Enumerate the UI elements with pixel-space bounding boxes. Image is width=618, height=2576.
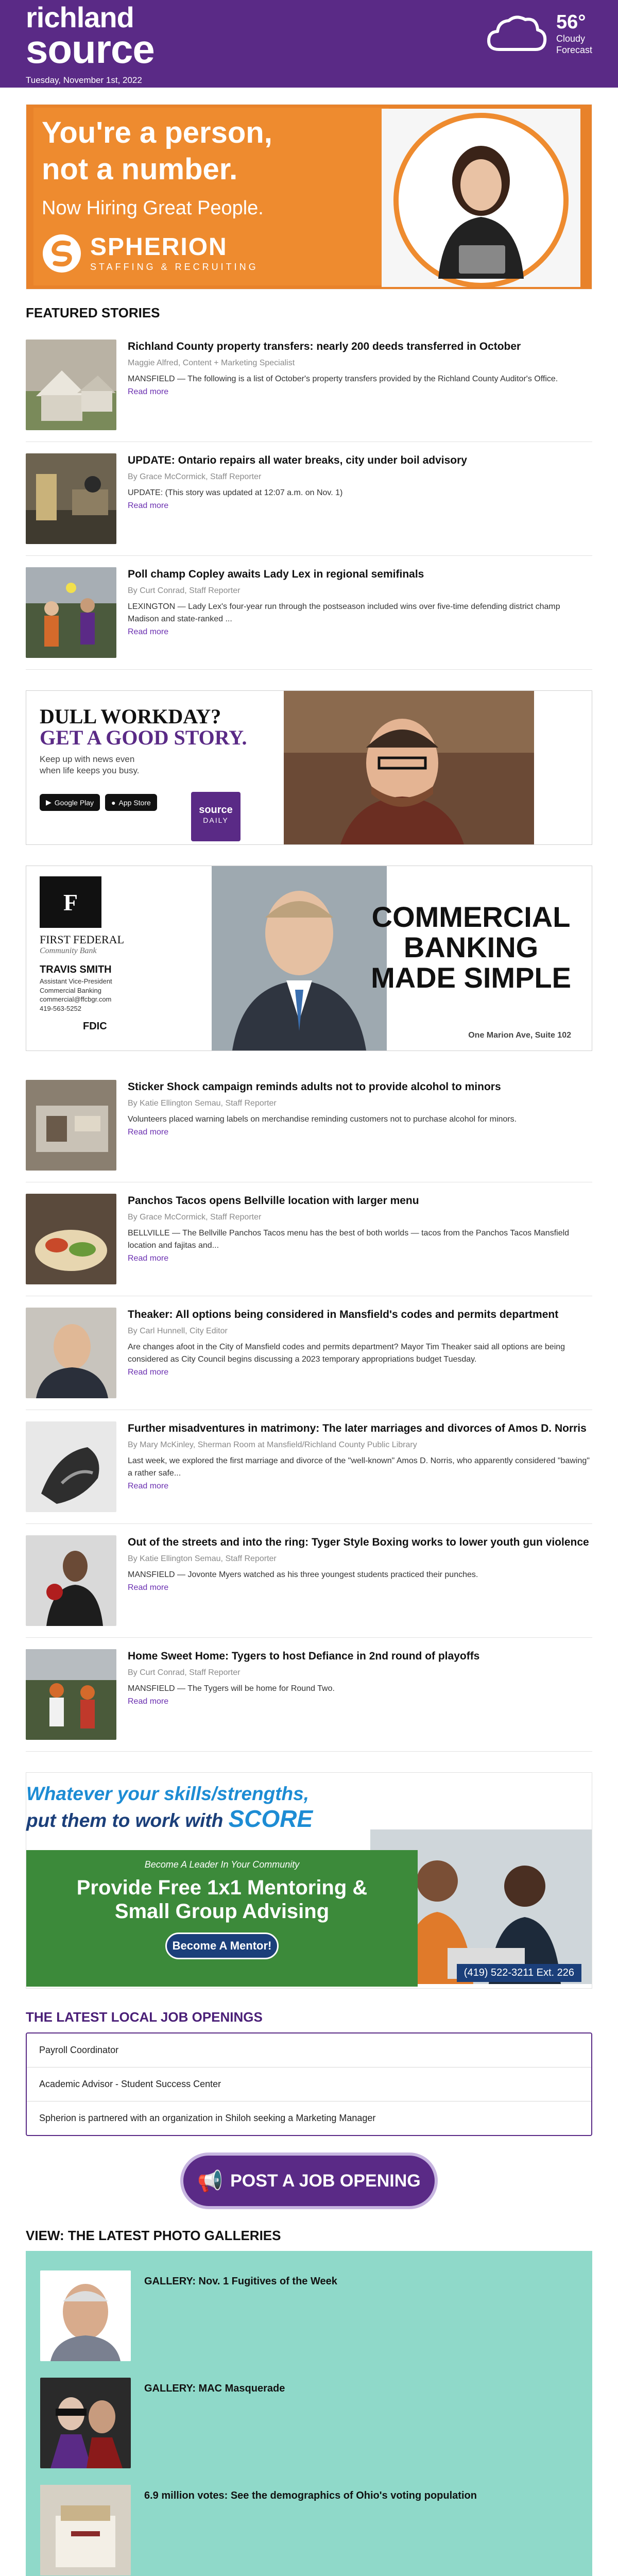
story-thumbnail[interactable]	[26, 1535, 116, 1626]
story-item[interactable]	[26, 1069, 592, 1182]
story-title[interactable]: Poll champ Copley awaits Lady Lex in regional semifinals	[128, 568, 424, 580]
story-title[interactable]: Out of the streets and into the ring: Tyger Style Boxing works to lower youth gun violence	[128, 1536, 589, 1548]
jobs-heading: THE LATEST LOCAL JOB OPENINGS	[26, 2009, 263, 2025]
bank-name: FIRST FEDERAL	[40, 933, 125, 946]
story-list	[26, 1069, 592, 1752]
story-byline: By Grace McCormick, Staff Reporter	[128, 472, 262, 482]
gallery-thumbnail[interactable]	[40, 2270, 131, 2361]
story-excerpt: Volunteers placed warning labels on merchandise reminding customers not to purchase alcohol for minors.	[128, 1115, 517, 1124]
ad2-sub-1: Keep up with news even	[40, 754, 135, 764]
story-title[interactable]: Home Sweet Home: Tygers to host Defiance in 2nd round of playoffs	[128, 1650, 480, 1662]
post-job-label: POST A JOB OPENING	[230, 2171, 421, 2191]
story-thumbnail[interactable]	[26, 340, 116, 430]
story-byline: Maggie Alfred, Content + Marketing Specialist	[128, 359, 295, 368]
story-item[interactable]	[26, 1524, 592, 1638]
story-byline: By Curt Conrad, Staff Reporter	[128, 586, 241, 596]
story-byline: By Katie Ellington Semau, Staff Reporter	[128, 1554, 277, 1564]
story-item[interactable]	[26, 1182, 592, 1296]
ad3-photo	[212, 866, 387, 1050]
story-excerpt: LEXINGTON — Lady Lex's four-year run through the postseason included wins over five-time defending district champ Madison and state-ranked ...	[128, 602, 560, 624]
weather-widget[interactable]	[486, 11, 592, 56]
badge-line-1: source	[199, 804, 233, 816]
story-byline: By Grace McCormick, Staff Reporter	[128, 1213, 262, 1222]
story-byline: By Mary McKinley, Sherman Room at Mansfield/Richland County Public Library	[128, 1440, 417, 1450]
gallery-title[interactable]: 6.9 million votes: See the demographics of Ohio's voting population	[144, 2490, 477, 2501]
site-header	[0, 0, 618, 88]
ad-headline-1: You're a person,	[42, 116, 272, 149]
gallery-thumbnail[interactable]	[40, 2378, 131, 2468]
story-thumbnail[interactable]	[26, 1421, 116, 1512]
ad4-line-2	[26, 1805, 313, 1833]
badge-line-2: DAILY	[203, 816, 229, 824]
story-excerpt: Last week, we explored the first marriage and divorce of the "well-known" Amos D. Norris, who apparently considered "bawing" a rather safe...	[128, 1456, 590, 1478]
ad-photo	[382, 109, 580, 287]
story-title[interactable]: Further misadventures in matrimony: The later marriages and divorces of Amos D. Norris	[128, 1422, 587, 1434]
contact-name: TRAVIS SMITH	[40, 964, 112, 975]
galleries-list	[26, 2251, 592, 2576]
google-play-badge[interactable]	[40, 794, 100, 811]
google-play-label: Google Play	[54, 798, 94, 807]
megaphone-icon: 📢	[197, 2170, 224, 2193]
logo-line-2: source	[26, 26, 154, 72]
story-byline: By Katie Ellington Semau, Staff Reporter	[128, 1099, 277, 1108]
ad3-tagline-2: BANKING	[403, 930, 539, 963]
source-daily-ad[interactable]	[26, 690, 592, 845]
post-job-button[interactable]	[180, 2153, 438, 2209]
spherion-logo-icon	[42, 233, 82, 274]
spherion-brand: SPHERION	[90, 233, 228, 261]
read-more-link[interactable]: Read more	[128, 501, 169, 511]
gallery-item[interactable]	[40, 2369, 578, 2477]
story-title[interactable]: Panchos Tacos opens Bellville location with larger menu	[128, 1195, 419, 1207]
read-more-link[interactable]: Read more	[128, 1482, 169, 1491]
story-excerpt: MANSFIELD — The Tygers will be home for Round Two.	[128, 1684, 335, 1693]
story-byline: By Curt Conrad, Staff Reporter	[128, 1668, 241, 1677]
read-more-link[interactable]: Read more	[128, 1697, 169, 1706]
story-thumbnail[interactable]	[26, 567, 116, 658]
job-item[interactable]: Payroll Coordinator	[27, 2033, 591, 2067]
story-excerpt: Are changes afoot in the City of Mansfield codes and permits department? Mayor Tim Theaker said all options are being considered as City Council begins discussing a 2023 temporary appropriations budget Tuesday.	[128, 1343, 565, 1364]
story-byline: By Carl Hunnell, City Editor	[128, 1327, 228, 1336]
ad3-tagline-3: MADE SIMPLE	[371, 961, 571, 994]
gallery-title[interactable]: GALLERY: MAC Masquerade	[144, 2383, 285, 2394]
ad2-line-2: GET A GOOD STORY.	[40, 726, 247, 749]
read-more-link[interactable]: Read more	[128, 1368, 169, 1377]
read-more-link[interactable]: Read more	[128, 628, 169, 637]
story-item[interactable]	[26, 328, 592, 442]
story-item[interactable]	[26, 442, 592, 556]
gallery-title[interactable]: GALLERY: Nov. 1 Fugitives of the Week	[144, 2276, 337, 2287]
ad4-ribbon: Become A Leader In Your Community	[144, 1859, 300, 1870]
ad3-address: One Marion Ave, Suite 102	[468, 1031, 571, 1040]
read-more-link[interactable]: Read more	[128, 387, 169, 397]
story-title[interactable]: UPDATE: Ontario repairs all water breaks, city under boil advisory	[128, 454, 467, 466]
story-thumbnail[interactable]	[26, 1308, 116, 1398]
become-mentor-button[interactable]: Become A Mentor!	[165, 1933, 279, 1959]
story-item[interactable]	[26, 1638, 592, 1752]
story-excerpt: UPDATE: (This story was updated at 12:07 a.m. on Nov. 1)	[128, 488, 343, 498]
story-item[interactable]	[26, 1296, 592, 1410]
story-title[interactable]: Sticker Shock campaign reminds adults not to provide alcohol to minors	[128, 1081, 501, 1093]
story-excerpt: MANSFIELD — The following is a list of October's property transfers provided by the Richland County Auditor's Office.	[128, 375, 558, 384]
weather-forecast-label: Forecast	[556, 44, 592, 55]
ad2-photo	[284, 691, 534, 844]
featured-list	[26, 328, 592, 670]
gallery-item[interactable]	[40, 2477, 578, 2576]
spherion-ad[interactable]	[26, 104, 592, 290]
story-thumbnail[interactable]	[26, 1649, 116, 1740]
contact-role: Assistant Vice-President	[40, 977, 112, 985]
first-federal-ad[interactable]	[26, 866, 592, 1051]
story-excerpt: MANSFIELD — Jovonte Myers watched as his three youngest students practiced their punches.	[128, 1570, 478, 1580]
story-title[interactable]: Richland County property transfers: nearly 200 deeds transferred in October	[128, 341, 521, 352]
logo-line-1: richland	[26, 1, 134, 33]
job-item[interactable]: Academic Advisor - Student Success Center	[27, 2067, 591, 2102]
ad3-tagline-1: COMMERCIAL	[371, 901, 571, 933]
ad-headline-2: not a number.	[42, 152, 238, 186]
ad-subheadline: Now Hiring Great People.	[42, 197, 264, 219]
ad4-big-2: Small Group Advising	[114, 1900, 330, 1923]
ad2-sub-2: when life keeps you busy.	[40, 766, 140, 776]
contact-dept: Commercial Banking	[40, 986, 101, 994]
spherion-brand-sub: STAFFING & RECRUITING	[90, 261, 259, 272]
story-item[interactable]	[26, 1410, 592, 1524]
featured-heading: FEATURED STORIES	[26, 305, 160, 320]
cloud-icon	[486, 12, 548, 55]
bank-logo-icon: F	[40, 876, 101, 928]
jobs-list	[26, 2032, 592, 2136]
read-more-link[interactable]: Read more	[128, 1254, 169, 1263]
galleries-heading: VIEW: THE LATEST PHOTO GALLERIES	[26, 2228, 281, 2243]
story-thumbnail[interactable]	[26, 1080, 116, 1171]
story-item[interactable]	[26, 556, 592, 670]
contact-phone: 419-563-5252	[40, 1004, 81, 1012]
source-daily-badge	[191, 792, 241, 841]
weather-condition: Cloudy	[556, 33, 585, 44]
fdic-badge: FDIC	[83, 1021, 107, 1032]
ad4-line-2-text: put them to work with	[26, 1809, 224, 1831]
site-logo[interactable]	[26, 1, 154, 72]
app-store-label: App Store	[118, 798, 151, 807]
score-mentor-ad[interactable]	[26, 1772, 592, 1989]
ad2-line-1: DULL WORKDAY?	[40, 705, 221, 728]
weather-temperature: 56°	[556, 11, 586, 33]
gallery-item[interactable]	[40, 2262, 578, 2369]
contact-email[interactable]: commercial@ffcbgr.com	[40, 995, 112, 1004]
read-more-link[interactable]: Read more	[128, 1583, 169, 1592]
play-icon: ▶	[46, 798, 52, 806]
issue-date: Tuesday, November 1st, 2022	[26, 75, 142, 85]
ad4-big-1: Provide Free 1x1 Mentoring &	[76, 1876, 368, 1899]
read-more-link[interactable]: Read more	[128, 1128, 169, 1137]
story-excerpt: BELLVILLE — The Bellville Panchos Tacos menu has the best of both worlds — tacos from the Panchos Tacos Mansfield location and fajitas and...	[128, 1229, 570, 1250]
app-store-badge[interactable]	[105, 794, 157, 811]
story-title[interactable]: Theaker: All options being considered in Mansfield's codes and permits department	[128, 1309, 559, 1320]
ad4-phone: (419) 522-3211 Ext. 226	[457, 1964, 581, 1982]
apple-icon: ●	[111, 798, 116, 807]
score-logo: SCORE	[228, 1805, 313, 1832]
job-item[interactable]: Spherion is partnered with an organization in Shiloh seeking a Marketing Manager	[39, 2113, 376, 2123]
bank-sub: Community Bank	[40, 946, 97, 955]
gallery-thumbnail[interactable]	[40, 2485, 131, 2575]
story-thumbnail[interactable]	[26, 453, 116, 544]
ad4-line-1: Whatever your skills/strengths,	[26, 1783, 310, 1804]
story-thumbnail[interactable]	[26, 1194, 116, 1284]
